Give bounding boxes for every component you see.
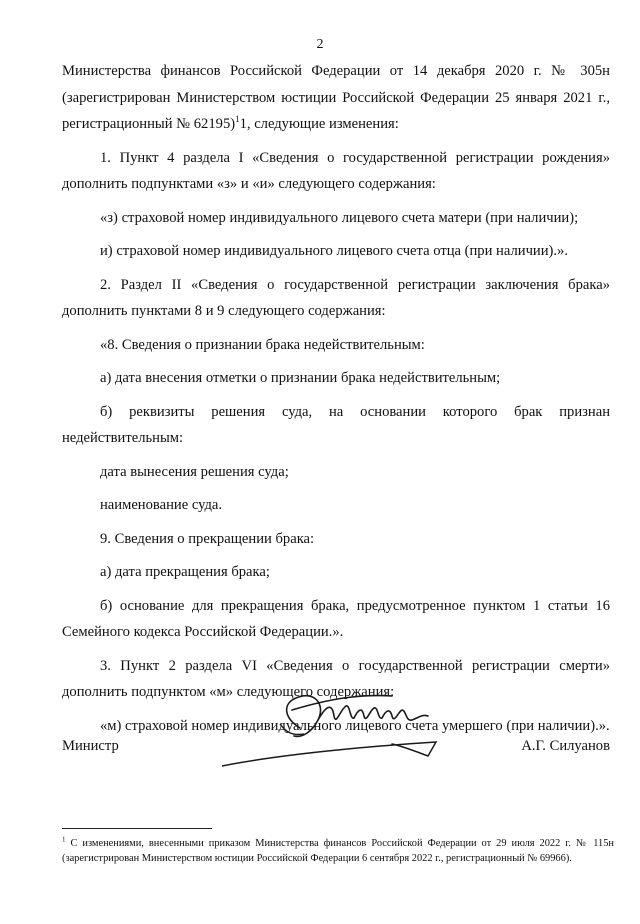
- paragraph-subitem-i: и) страховой номер индивидуального лицевого счета отца (при наличии).».: [100, 243, 568, 259]
- paragraph-point-8: «8. Сведения о признании брака недействительным:: [100, 336, 425, 353]
- paragraph-point-9a: а) дата прекращения брака;: [100, 564, 270, 580]
- footnote: [62, 836, 614, 866]
- signer-name: А.Г. Силуанов: [521, 738, 610, 754]
- intro-text: Министерства финансов Российской Федерации от 14 декабря 2020 г. № 305н (зарегистрирован Министерством юстиции Российской Федерации 25 января 2021 г., регистрационный № 62195): [62, 63, 610, 132]
- paragraph-point-9b: б) основание для прекращения брака, предусмотренное пунктом 1 статьи 16 Семейного кодекса Российской Федерации.».: [62, 597, 610, 640]
- paragraph-point-8b: б) реквизиты решения суда, на основании которого брак признан недействительным:: [62, 403, 610, 446]
- paragraph-item-1: 1. Пункт 4 раздела I «Сведения о государственной регистрации рождения» дополнить подпунктами «з» и «и» следующего содержания:: [62, 149, 610, 192]
- paragraph-point-9: 9. Сведения о прекращении брака:: [100, 530, 315, 547]
- paragraph-court-date: дата вынесения решения суда;: [100, 463, 289, 480]
- handwritten-signature: [222, 680, 452, 780]
- intro-tail: 1, следующие изменения:: [239, 116, 399, 132]
- signature-block: [62, 738, 610, 760]
- footnote-divider: [62, 828, 212, 829]
- page-number: 2: [316, 37, 324, 52]
- footnote-ref: 1: [235, 114, 240, 125]
- paragraph-subitem-m: «м) страховой номер индивидуального лицевого счета умершего (при наличии).».: [100, 717, 610, 734]
- paragraph-intro: [62, 58, 610, 138]
- signer-role: Министр: [62, 738, 119, 754]
- footnote-text: С изменениями, внесенными приказом Министерства финансов Российской Федерации от 29 июля 2022 г. № 115н (зарегистрирован Министерством юстиции Российской Федерации 6 сентября 2022 г., регистрационный № 69966).: [62, 838, 614, 864]
- paragraph-item-2: 2. Раздел II «Сведения о государственной регистрации заключения брака» дополнить пунктами 8 и 9 следующего содержания:: [62, 276, 610, 319]
- paragraph-item-3: 3. Пункт 2 раздела VI «Сведения о государственной регистрации смерти» дополнить подпунктом «м» следующего содержания:: [62, 657, 610, 700]
- paragraph-court-name: наименование суда.: [100, 497, 223, 513]
- document-body: [62, 58, 610, 739]
- footnote-marker: 1: [62, 835, 66, 844]
- paragraph-point-8a: а) дата внесения отметки о признании брака недействительным;: [100, 370, 501, 386]
- paragraph-subitem-z: «з) страховой номер индивидуального лицевого счета матери (при наличии);: [100, 209, 579, 226]
